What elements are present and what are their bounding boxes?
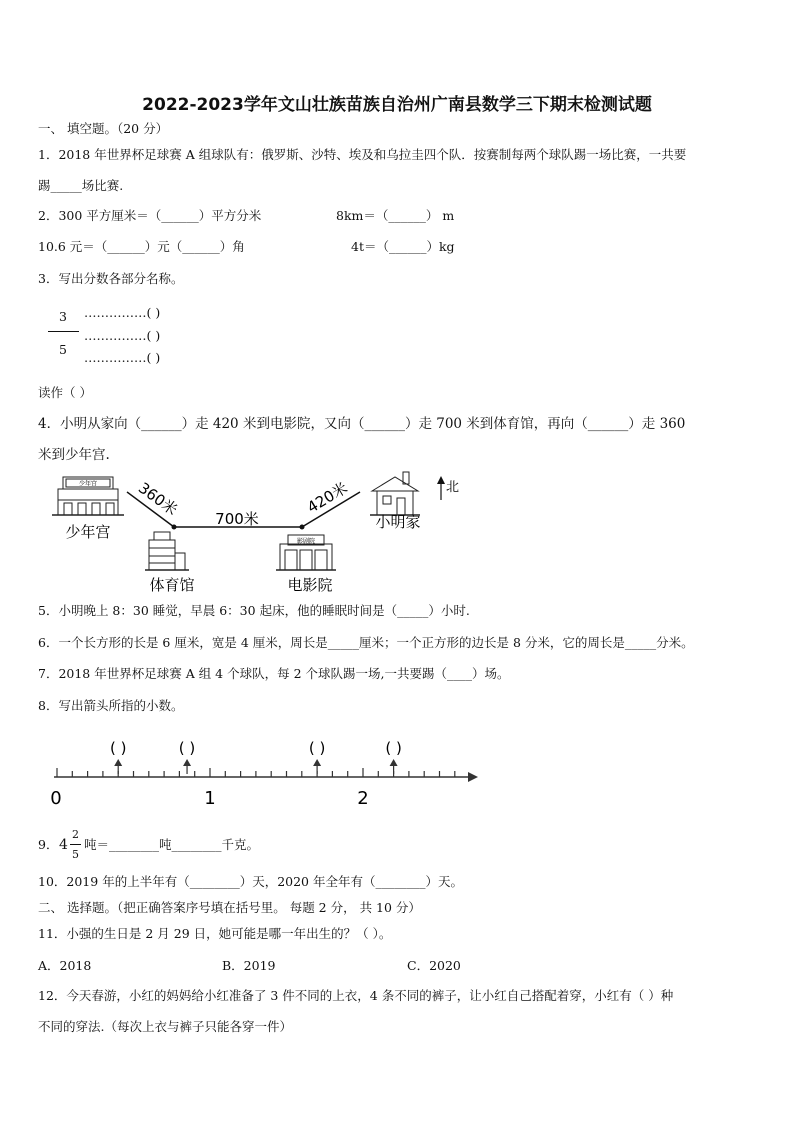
answer-parentheses: ( ) <box>385 739 402 757</box>
question-11: 11．小强的生日是 2 月 29 日，她可能是哪一年出生的？（ ）。 <box>38 926 392 941</box>
distance-label-360: 360米 <box>134 478 181 520</box>
question-1-line-1: 1．2018 年世界杯足球赛 A 组球队有：俄罗斯、沙特、埃及和乌拉圭四个队．按赛制每两个球队踢一场比赛，一共要 <box>38 147 687 162</box>
pointer-arrowhead-icon <box>183 759 191 766</box>
question-5: 5．小明晚上 8：30 睡觉，早晨 6：30 起床，他的睡眠时间是（_____）小时. <box>38 603 470 618</box>
place-label-youth-palace: 少年宫 <box>65 523 111 541</box>
mixed-number-numerator: 2 <box>72 828 79 841</box>
fraction-numerator: 3 <box>59 309 67 324</box>
pointer-arrowhead-icon <box>313 759 321 766</box>
fraction-denominator: 5 <box>59 342 67 357</box>
north-label: 北 <box>446 480 460 495</box>
youth-palace-sign: 少年宫 <box>78 480 98 488</box>
number-line-label: 2 <box>357 788 369 809</box>
mixed-number-whole: 4 <box>59 837 68 853</box>
fraction-part-row: ……………( ) <box>84 350 161 365</box>
fraction-part-row: ……………( ) <box>84 305 161 320</box>
read-as-line: 读作（ ） <box>38 385 92 400</box>
option-a: A．2018 <box>38 958 92 973</box>
distance-label-420: 420米 <box>304 478 351 517</box>
number-line-label: 0 <box>50 788 62 809</box>
question-2-part-b: 8km＝（______） m <box>336 208 455 223</box>
question-8-text: 8．写出箭头所指的小数。 <box>38 698 184 713</box>
place-label-stadium: 体育馆 <box>149 576 195 594</box>
question-2-part-d: 4t＝（______）kg <box>351 239 455 254</box>
mixed-number-denominator: 5 <box>72 848 79 861</box>
answer-parentheses: ( ) <box>308 739 326 757</box>
question-9-prefix: 9． <box>38 837 59 852</box>
number-line-arrowhead-icon <box>468 772 478 782</box>
question-7: 7．2018 年世界杯足球赛 A 组 4 个球队，每 2 个球队踢一场,一共要踢（____）场。 <box>38 666 510 681</box>
number-line-label: 1 <box>204 788 216 809</box>
distance-label-700: 700米 <box>215 510 259 528</box>
place-label-cinema: 电影院 <box>287 576 333 594</box>
question-10: 10．2019 年的上半年有（________）天，2020 年全年有（________）天。 <box>38 874 463 889</box>
question-12-line-1: 12．今天春游，小红的妈妈给小红准备了 3 件不同的上衣，4 条不同的裤子，让小红自己搭配着穿，小红有（ ）种 <box>38 988 674 1003</box>
question-1-line-2: 踢_____场比赛. <box>38 178 124 193</box>
place-label-home: 小明家 <box>375 513 421 531</box>
question-3-text: 3．写出分数各部分名称。 <box>38 271 184 286</box>
page-title: 2022-2023学年文山壮族苗族自治州广南县数学三下期末检测试题 <box>142 95 652 115</box>
section-heading-1: 一、 填空题。（20 分） <box>38 121 169 136</box>
question-4-line-1: 4．小明从家向（______）走 420 米到电影院，又向（______）走 700 米到体育馆，再向（______）走 360 <box>38 416 686 432</box>
mixed-number-bar <box>70 844 81 845</box>
section-heading-2: 二、 选择题。（把正确答案序号填在括号里。 每题 2 分， 共 10 分） <box>38 900 421 915</box>
question-2-part-a: 2．300 平方厘米＝（______）平方分米 <box>38 208 262 223</box>
pointer-arrowhead-icon <box>390 759 398 766</box>
pointer-arrowhead-icon <box>114 759 122 766</box>
answer-parentheses: ( ) <box>109 739 127 757</box>
option-b: B．2019 <box>222 958 276 973</box>
question-9-rest: 吨＝________吨________千克。 <box>84 837 260 852</box>
question-6: 6．一个长方形的长是 6 厘米，宽是 4 厘米，周长是_____厘米；一个正方形的边长是 8 分米，它的周长是_____分米。 <box>38 635 694 650</box>
question-12-line-2: 不同的穿法.（每次上衣与裤子只能各穿一件） <box>38 1019 292 1034</box>
answer-parentheses: ( ) <box>178 739 196 757</box>
option-c: C．2020 <box>407 958 461 973</box>
question-4-line-2: 米到少年宫. <box>38 447 110 463</box>
fraction-part-row: ……………( ) <box>84 328 161 343</box>
question-2-part-c: 10.6 元＝（______）元（______）角 <box>38 239 245 254</box>
cinema-sign: 影剧院 <box>296 538 316 545</box>
